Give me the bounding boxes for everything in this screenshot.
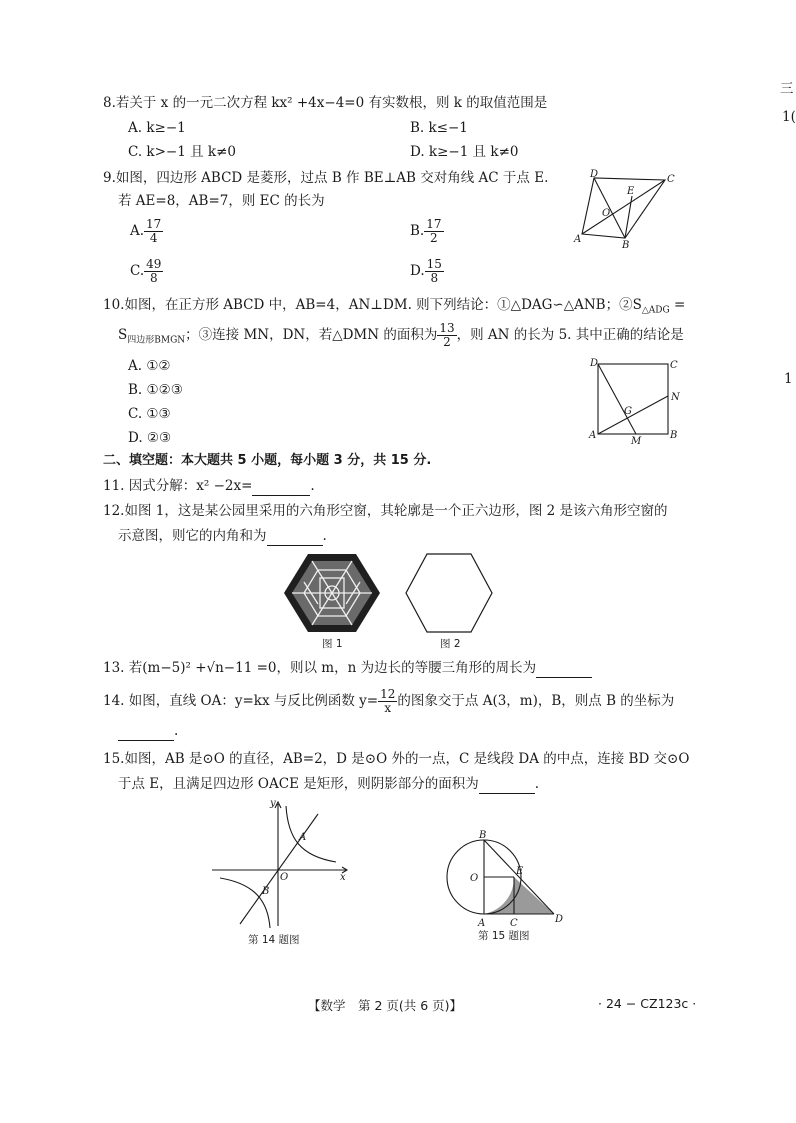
label-A: A <box>589 430 597 441</box>
q14-line-2: . <box>118 722 178 741</box>
label-A: A <box>574 234 582 245</box>
q15-figure-caption: 第 15 题图 <box>478 930 530 942</box>
diagonal-ac <box>582 180 665 234</box>
label-C: C <box>670 360 678 371</box>
label-D: D <box>590 358 599 369</box>
label-D: D <box>555 914 564 925</box>
q8-stem: 8.若关于 x 的一元二次方程 kx² +4x−4=0 有实数根，则 k 的取值范围是 <box>103 95 548 111</box>
q15-line-1: 15.如图，AB 是⊙O 的直径，AB=2，D 是⊙O 外的一点，C 是线段 DA 的中点，连接 BD 交⊙O <box>103 751 690 767</box>
label-B: B <box>622 240 630 251</box>
q8-option-a: A. k≥−1 <box>128 120 186 136</box>
hyperbola-branch-1 <box>286 806 336 862</box>
hexagon-outline-figure <box>404 552 494 634</box>
q14-graph-figure <box>208 798 358 930</box>
line-oa <box>240 814 318 924</box>
label-E: E <box>516 866 524 877</box>
label-B: B <box>670 430 678 441</box>
label-y: y <box>270 798 276 809</box>
q11: 11. 因式分解：x² −2x= . <box>103 478 315 494</box>
q12-line-2: 示意图，则它的内角和为 . <box>118 528 327 544</box>
q9-option-c: C. $\frac{49}{8}$ <box>130 257 162 285</box>
edge-mark-2: 1( <box>782 109 796 125</box>
q8-option-b: B. k≤−1 <box>410 120 468 136</box>
footer-code: · 24 − CZ123c · <box>598 996 697 1011</box>
label-C: C <box>510 918 518 929</box>
edge-mark-3: 1 <box>784 371 793 387</box>
q10-option-a: A. ①② <box>128 358 171 374</box>
label-M: M <box>631 436 642 447</box>
q9-stem-1: 9.如图，四边形 ABCD 是菱形，过点 B 作 BE⊥AB 交对角线 AC 于点 E. <box>103 170 549 186</box>
q10-square-figure <box>588 356 688 446</box>
label-B: B <box>479 830 487 841</box>
q13: 13. 若(m−5)² +√n−11 =0，则以 m，n 为边长的等腰三角形的周长为 <box>103 659 592 678</box>
figure-2-caption: 图 2 <box>440 638 461 650</box>
q8-option-d: D. k≥−1 且 k≠0 <box>410 144 519 160</box>
label-x: x <box>340 872 346 883</box>
label-D: D <box>590 169 599 180</box>
q8-option-c: C. k>−1 且 k≠0 <box>128 144 236 160</box>
label-C: C <box>667 174 675 185</box>
footer-page-info: 【数学 第 2 页(共 6 页)】 <box>308 998 463 1013</box>
rhombus-outline <box>582 178 665 238</box>
q10-stem-2: $S_{四边形BMGN}$；③连接 MN，DN，若△DMN 的面积为 $\frac{13}{2}$ ，则 AN 的长为 5. 其中正确的结论是 <box>118 321 684 349</box>
q10-option-b: B. ①②③ <box>128 382 183 398</box>
square-outline <box>598 364 668 434</box>
q15-line-2: 于点 E，且满足四边形 OACE 是矩形，则阴影部分的面积为 . <box>118 776 540 792</box>
q10-option-d: D. ②③ <box>128 430 172 446</box>
segment-be <box>625 196 632 238</box>
q10-stem-1: 10.如图，在正方形 ABCD 中，AB=4，AN⊥DM. 则下列结论：①△DAG∽△ANB；$②S_{\triangle ADG}$ = <box>103 297 686 316</box>
label-G: G <box>624 406 632 417</box>
q9-rhombus-figure <box>570 168 680 251</box>
q13-answer-blank <box>536 659 592 678</box>
label-O: O <box>470 873 479 884</box>
q9-option-a: A. $\frac{17}{4}$ <box>130 217 162 245</box>
q14-line-1: 14. 如图，直线 OA：y=kx 与反比例函数 y= $\frac{12}{x}$ 的图象交于点 A(3，m)，B，则点 B 的坐标为 <box>103 687 675 715</box>
shaded-region <box>484 877 554 914</box>
q9-option-b: B. $\frac{17}{2}$ <box>410 217 442 245</box>
label-A: A <box>299 832 307 843</box>
q10-option-c: C. ①③ <box>128 406 171 422</box>
label-N: N <box>671 392 680 403</box>
q9-option-d: D. $\frac{15}{8}$ <box>410 257 442 285</box>
q15-circle-figure <box>444 824 564 932</box>
q12-line-1: 12.如图 1，这是某公园里采用的六角形空窗，其轮廓是一个正六边形，图 2 是该六角形空窗的 <box>103 503 668 519</box>
label-A: A <box>478 918 486 929</box>
label-E: E <box>627 186 635 197</box>
label-B: B <box>262 886 270 897</box>
q14-answer-blank <box>118 722 174 741</box>
label-O: O <box>280 872 289 883</box>
hexagon-window-photo <box>282 552 382 634</box>
section-2-heading: 二、填空题：本大题共 5 小题，每小题 3 分，共 15 分. <box>103 453 432 468</box>
q12-answer-blank <box>267 527 323 546</box>
q14-figure-caption: 第 14 题图 <box>248 934 300 946</box>
label-O: O <box>602 208 611 219</box>
q15-answer-blank <box>479 775 535 794</box>
figure-1-caption: 图 1 <box>322 638 343 650</box>
q9-stem-2: 若 AE=8，AB=7，则 EC 的长为 <box>118 193 325 209</box>
q11-answer-blank <box>252 477 310 496</box>
edge-mark-1: 三 <box>780 81 794 97</box>
